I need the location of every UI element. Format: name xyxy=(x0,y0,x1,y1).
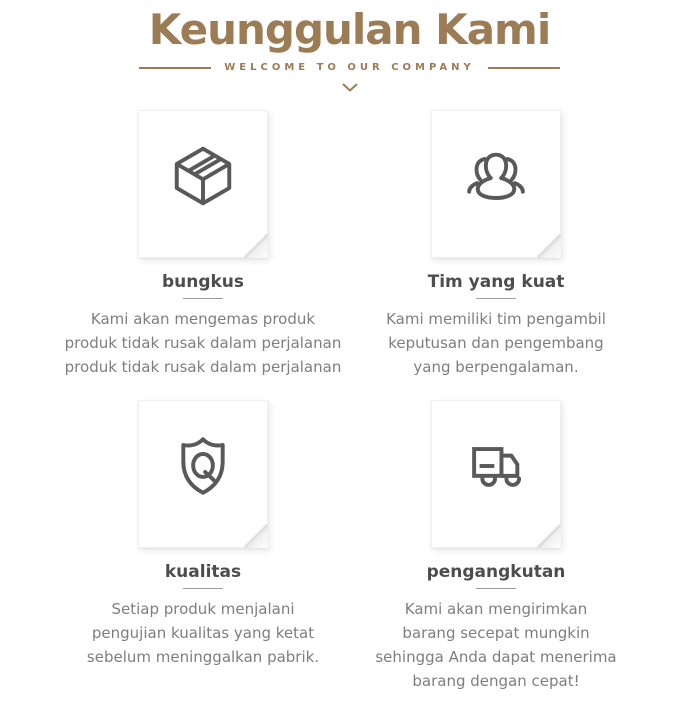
feature-pengangkutan xyxy=(350,400,643,693)
quality-shield-icon xyxy=(168,431,238,501)
feature-description xyxy=(87,597,319,669)
section-header xyxy=(0,0,699,90)
subtitle-row xyxy=(0,62,699,73)
title-rule xyxy=(476,298,516,299)
subtitle-rule-right xyxy=(488,67,560,69)
description-line: sehingga Anda dapat menerima xyxy=(375,648,617,666)
feature-card xyxy=(138,400,268,548)
subtitle: WELCOME TO OUR COMPANY xyxy=(224,62,475,73)
description-line: barang secepat mungkin xyxy=(402,624,590,642)
description-line: Setiap produk menjalani xyxy=(111,600,295,618)
description-line: barang dengan cepat! xyxy=(412,672,580,690)
feature-title: pengangkutan xyxy=(426,562,566,582)
delivery-truck-icon xyxy=(461,431,531,501)
subtitle-rule-left xyxy=(139,67,211,69)
feature-bungkus xyxy=(57,110,350,379)
feature-tim-yang-kuat xyxy=(350,110,643,379)
description-line: sebelum meninggalkan pabrik. xyxy=(86,648,320,666)
feature-card xyxy=(431,400,561,548)
feature-card xyxy=(138,110,268,258)
feature-description xyxy=(375,597,616,693)
feature-kualitas xyxy=(57,400,350,693)
page-fold xyxy=(244,524,268,548)
feature-title: kualitas xyxy=(164,562,242,582)
feature-description xyxy=(386,307,606,379)
package-box-icon xyxy=(168,141,238,211)
description-line: Kami akan mengirimkan xyxy=(404,600,588,618)
page-fold xyxy=(244,234,268,258)
description-line: pengujian kualitas yang ketat xyxy=(91,624,315,642)
description-line: Kami akan mengemas produk xyxy=(90,310,316,328)
feature-description xyxy=(65,307,342,379)
chevron-down-icon xyxy=(0,78,699,90)
title-rule xyxy=(476,588,516,589)
title-rule xyxy=(183,298,223,299)
page-fold xyxy=(537,524,561,548)
features-grid xyxy=(57,110,643,714)
description-line: yang berpengalaman. xyxy=(413,358,579,376)
feature-title: Tim yang kuat xyxy=(427,272,565,292)
page-title: Keunggulan Kami xyxy=(148,5,551,54)
team-people-icon xyxy=(461,141,531,211)
title-rule xyxy=(183,588,223,589)
feature-title: bungkus xyxy=(161,272,245,292)
page-fold xyxy=(537,234,561,258)
description-line: Kami memiliki tim pengambil xyxy=(386,310,606,328)
description-line: produk tidak rusak dalam perjalanan xyxy=(64,358,342,376)
description-line: keputusan dan pengembang xyxy=(388,334,604,352)
feature-card xyxy=(431,110,561,258)
description-line: produk tidak rusak dalam perjalanan xyxy=(64,334,342,352)
